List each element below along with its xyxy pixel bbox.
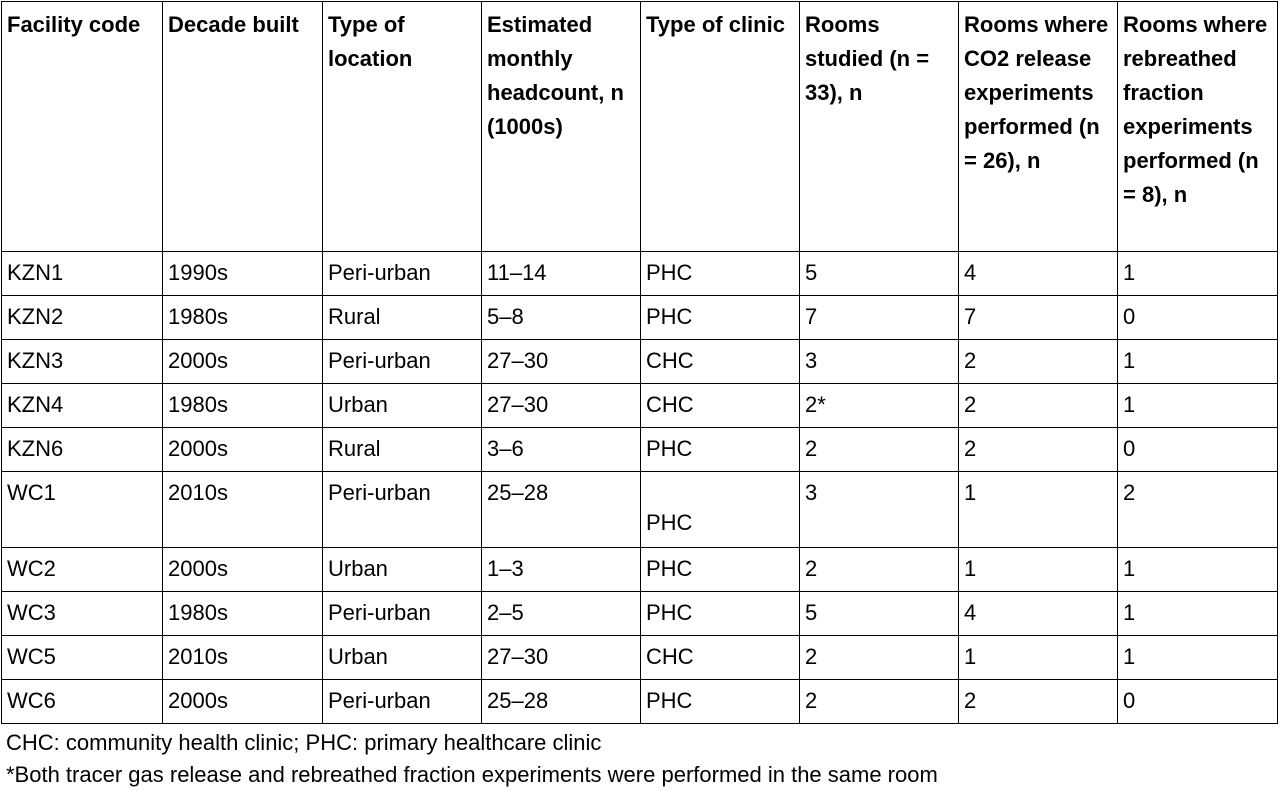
cell-rooms-studied: 2 (800, 680, 959, 724)
cell-rooms-studied: 2* (800, 384, 959, 428)
cell-co2-release-rooms: 1 (959, 472, 1118, 548)
cell-co2-release-rooms: 1 (959, 548, 1118, 592)
cell-co2-release-rooms: 4 (959, 592, 1118, 636)
header-monthly-headcount: Estimated monthly headcount, n (1000s) (482, 2, 641, 252)
cell-decade-built: 2010s (163, 472, 323, 548)
cell-co2-release-rooms: 1 (959, 636, 1118, 680)
cell-decade-built: 2000s (163, 340, 323, 384)
cell-location-type: Peri-urban (323, 340, 482, 384)
cell-rebreathed-fraction-rooms: 1 (1118, 636, 1278, 680)
cell-facility-code: KZN6 (2, 428, 163, 472)
cell-clinic-type: PHC (641, 680, 800, 724)
cell-decade-built: 1990s (163, 252, 323, 296)
cell-rebreathed-fraction-rooms: 1 (1118, 340, 1278, 384)
cell-facility-code: WC1 (2, 472, 163, 548)
cell-rooms-studied: 3 (800, 340, 959, 384)
header-clinic-type: Type of clinic (641, 2, 800, 252)
cell-facility-code: WC5 (2, 636, 163, 680)
footnote: *Both tracer gas release and rebreathed fraction experiments were performed in the same room (6, 762, 938, 787)
cell-location-type: Urban (323, 384, 482, 428)
cell-co2-release-rooms: 7 (959, 296, 1118, 340)
cell-rebreathed-fraction-rooms: 0 (1118, 296, 1278, 340)
cell-location-type: Urban (323, 548, 482, 592)
header-rebreathed-fraction-rooms: Rooms where rebreathed fraction experiments performed (n = 8), n (1118, 2, 1278, 252)
header-decade-built: Decade built (163, 2, 323, 252)
cell-monthly-headcount: 3–6 (482, 428, 641, 472)
cell-clinic-type: CHC (641, 636, 800, 680)
table-row (2, 472, 1278, 548)
cell-facility-code: WC6 (2, 680, 163, 724)
cell-monthly-headcount: 27–30 (482, 340, 641, 384)
clinic-type-value: PHC (646, 510, 693, 535)
cell-rebreathed-fraction-rooms: 1 (1118, 592, 1278, 636)
cell-rooms-studied: 5 (800, 592, 959, 636)
cell-clinic-type: PHC (641, 592, 800, 636)
cell-clinic-type: CHC (641, 384, 800, 428)
cell-rebreathed-fraction-rooms: 2 (1118, 472, 1278, 548)
cell-location-type: Peri-urban (323, 472, 482, 548)
header-facility-code: Facility code (2, 2, 163, 252)
cell-rooms-studied: 3 (800, 472, 959, 548)
cell-rooms-studied: 2 (800, 548, 959, 592)
table-row (2, 680, 1278, 724)
cell-monthly-headcount: 25–28 (482, 680, 641, 724)
cell-monthly-headcount: 25–28 (482, 472, 641, 548)
cell-rebreathed-fraction-rooms: 1 (1118, 384, 1278, 428)
table-row (2, 428, 1278, 472)
cell-monthly-headcount: 27–30 (482, 384, 641, 428)
cell-clinic-type (641, 472, 800, 548)
cell-decade-built: 1980s (163, 296, 323, 340)
cell-location-type: Rural (323, 296, 482, 340)
facility-table (1, 1, 1278, 724)
cell-location-type: Peri-urban (323, 252, 482, 296)
cell-location-type: Peri-urban (323, 680, 482, 724)
cell-clinic-type: PHC (641, 548, 800, 592)
cell-rebreathed-fraction-rooms: 1 (1118, 252, 1278, 296)
table-row (2, 548, 1278, 592)
cell-co2-release-rooms: 2 (959, 680, 1118, 724)
table-row (2, 252, 1278, 296)
cell-decade-built: 2000s (163, 680, 323, 724)
cell-monthly-headcount: 11–14 (482, 252, 641, 296)
cell-rebreathed-fraction-rooms: 0 (1118, 428, 1278, 472)
table-row (2, 384, 1278, 428)
cell-co2-release-rooms: 4 (959, 252, 1118, 296)
cell-facility-code: KZN3 (2, 340, 163, 384)
table-row (2, 636, 1278, 680)
cell-clinic-type: PHC (641, 428, 800, 472)
cell-decade-built: 2000s (163, 428, 323, 472)
cell-clinic-type: PHC (641, 252, 800, 296)
abbreviations-note: CHC: community health clinic; PHC: primary healthcare clinic (6, 730, 602, 755)
cell-decade-built: 1980s (163, 384, 323, 428)
cell-rooms-studied: 7 (800, 296, 959, 340)
cell-monthly-headcount: 27–30 (482, 636, 641, 680)
table-row (2, 340, 1278, 384)
cell-rebreathed-fraction-rooms: 1 (1118, 548, 1278, 592)
cell-location-type: Rural (323, 428, 482, 472)
cell-decade-built: 2010s (163, 636, 323, 680)
cell-clinic-type: PHC (641, 296, 800, 340)
cell-location-type: Peri-urban (323, 592, 482, 636)
cell-decade-built: 2000s (163, 548, 323, 592)
table-notes (6, 727, 938, 791)
cell-facility-code: KZN1 (2, 252, 163, 296)
table-row (2, 296, 1278, 340)
cell-rebreathed-fraction-rooms: 0 (1118, 680, 1278, 724)
cell-monthly-headcount: 2–5 (482, 592, 641, 636)
header-row (2, 2, 1278, 252)
header-rooms-studied: Rooms studied (n = 33), n (800, 2, 959, 252)
cell-co2-release-rooms: 2 (959, 428, 1118, 472)
cell-rooms-studied: 2 (800, 428, 959, 472)
cell-facility-code: KZN4 (2, 384, 163, 428)
cell-rooms-studied: 2 (800, 636, 959, 680)
cell-co2-release-rooms: 2 (959, 384, 1118, 428)
cell-location-type: Urban (323, 636, 482, 680)
cell-co2-release-rooms: 2 (959, 340, 1118, 384)
table-row (2, 592, 1278, 636)
header-co2-release-rooms: Rooms where CO2 release experiments performed (n = 26), n (959, 2, 1118, 252)
cell-decade-built: 1980s (163, 592, 323, 636)
header-location-type: Type of location (323, 2, 482, 252)
cell-facility-code: KZN2 (2, 296, 163, 340)
cell-rooms-studied: 5 (800, 252, 959, 296)
cell-facility-code: WC3 (2, 592, 163, 636)
cell-monthly-headcount: 1–3 (482, 548, 641, 592)
cell-monthly-headcount: 5–8 (482, 296, 641, 340)
cell-clinic-type: CHC (641, 340, 800, 384)
cell-facility-code: WC2 (2, 548, 163, 592)
